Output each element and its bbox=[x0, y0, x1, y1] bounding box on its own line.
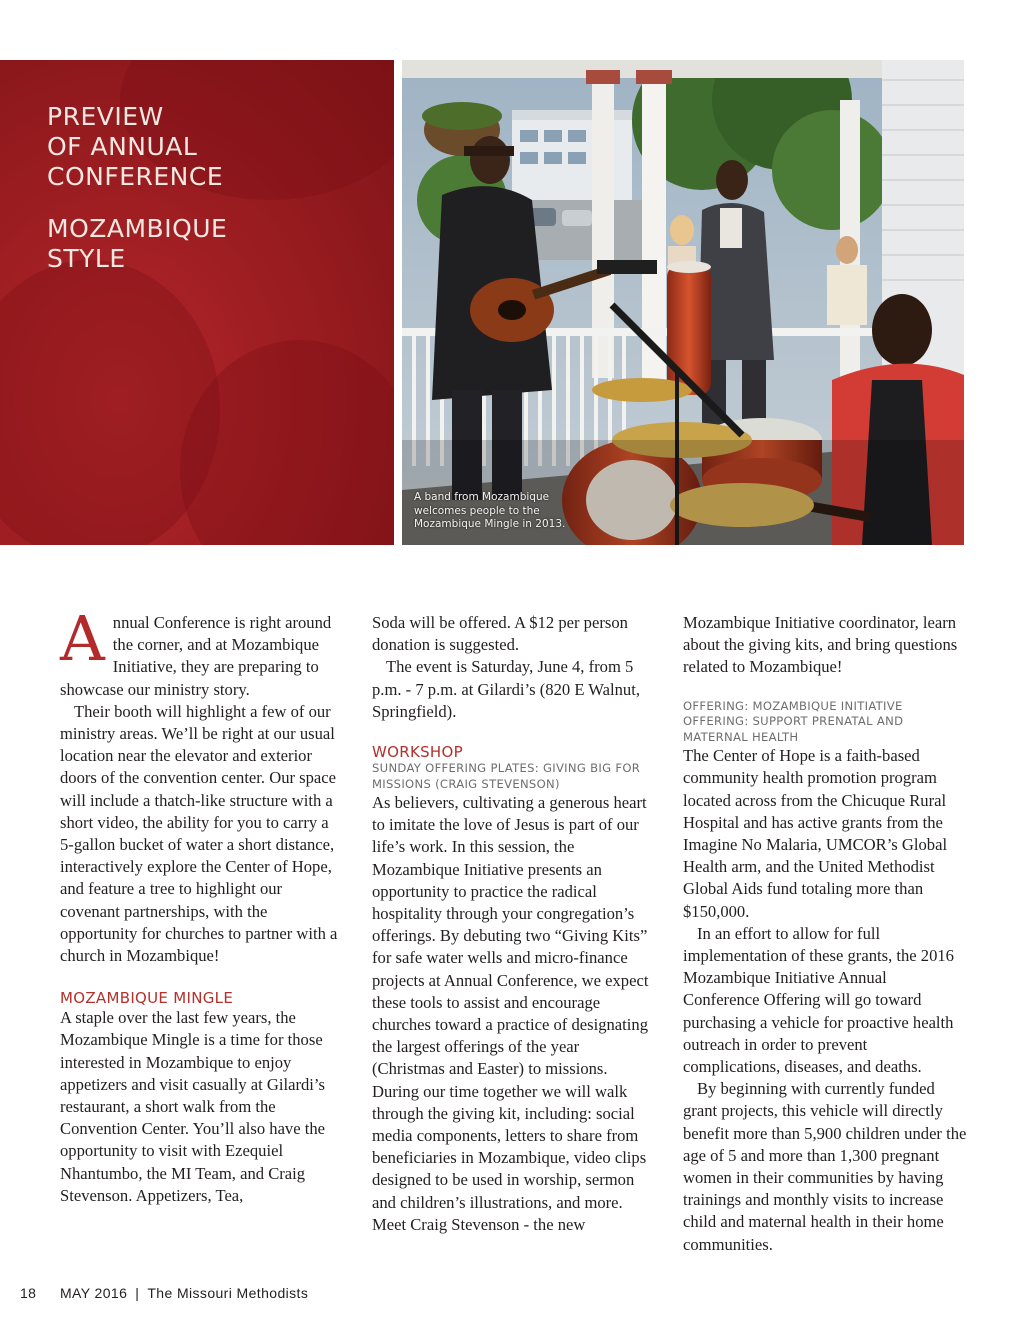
article-column-3 bbox=[683, 612, 967, 1256]
page-footer bbox=[20, 1285, 308, 1301]
photo-caption bbox=[414, 491, 574, 532]
intro-paragraph bbox=[60, 602, 344, 701]
body-paragraph: As believers, cultivating a generous heart to imitate the love of Jesus is part of our life’s work. In this session, the Mozambique Initiative presents an opportunity to practice the radical hospitality through your congregation’s offerings. By debuting two “Giving Kits” for safe water wells and micro-finance projects at Annual Conference, we expect these tools to assist and encourage churches toward a practice of designating the largest offerings of the year (Christmas and Easter) to missions. During our time together we will walk through the giving kit, including: social media components, letters to share from beneficiaries in Mozambique, video clips designed to be used in worship, sermon and children’s illustrations, and more. Meet Craig Stevenson - the new bbox=[372, 793, 649, 1234]
band-photo-illustration bbox=[402, 60, 964, 545]
page-number: 18 bbox=[20, 1285, 37, 1301]
section-heading: WORKSHOP bbox=[372, 743, 463, 762]
band-photo bbox=[402, 60, 964, 545]
body-paragraph: The Center of Hope is a faith-based community health promotion program located across from the Chicuque Rural Hospital and has active grants from the Imagine No Malaria, UMCOR’s Global Health arm, and the United Methodist Global Aids fund totaling more than $150,000. bbox=[683, 746, 948, 921]
article-column-2 bbox=[372, 612, 656, 1236]
section-subheading: SUNDAY OFFERING PLATES: GIVING BIG FOR MISSIONS (CRAIG STEVENSON) bbox=[372, 761, 641, 791]
caption-line: Mozambique Mingle in 2013. bbox=[414, 518, 566, 530]
body-paragraph: In an effort to allow for full implementation of these grants, the 2016 Mozambique Initiative Annual Conference Offering will go toward purchasing a vehicle for proactive health outreach in order to prevent complications, diseases, and deaths. bbox=[683, 923, 954, 1076]
section-subheading: OFFERING: MOZAMBIQUE INITIATIVE bbox=[683, 698, 903, 713]
footer-separator: | bbox=[135, 1285, 140, 1301]
body-paragraph: Their booth will highlight a few of our ministry areas. We’ll be right at our usual location near the elevator and exterior doors of the convention center. Our space will include a thatch-like structure with a short video, the ability for you to carry a 5-gallon bucket of water a short distance, interactively explore the Center of Hope, and feature a tree to highlight our covenant partnerships, with the opportunity for churches to partner with a church in Mozambique! bbox=[60, 701, 338, 966]
body-paragraph: The event is Saturday, June 4, from 5 p.m. - 7 p.m. at Gilardi’s (820 E Walnut, Springfield). bbox=[372, 657, 640, 721]
article-column-1 bbox=[60, 602, 344, 1207]
body-paragraph: By beginning with currently funded grant projects, this vehicle will directly benefit more than 5,900 children under the age of 5 and more than 1,300 pregnant women in their communities by having trainings and monthly visits to increase child and maternal health in their home communities. bbox=[683, 1079, 967, 1254]
section-subheading: OFFERING: SUPPORT PRENATAL AND MATERNAL HEALTH bbox=[683, 714, 904, 744]
intro-text: nnual Conference is right around the corner, and at Mozambique Initiative, they are preparing to showcase our ministry story. bbox=[60, 613, 332, 699]
title-line: PREVIEW bbox=[47, 102, 164, 131]
subtitle-line: MOZAMBIQUE bbox=[47, 214, 228, 243]
section-heading: MOZAMBIQUE MINGLE bbox=[60, 989, 234, 1008]
body-paragraph: Mozambique Initiative coordinator, learn about the giving kits, and bring questions related to Mozambique! bbox=[683, 613, 958, 677]
title-line: OF ANNUAL bbox=[47, 132, 198, 161]
publication-name: The Missouri Methodists bbox=[147, 1285, 309, 1301]
issue-date: MAY 2016 bbox=[60, 1285, 128, 1301]
title-line: CONFERENCE bbox=[47, 162, 224, 191]
hero-panel bbox=[0, 60, 394, 545]
subtitle-line: STYLE bbox=[47, 244, 126, 273]
body-paragraph: Soda will be offered. A $12 per person donation is suggested. bbox=[372, 613, 628, 655]
drop-cap: A bbox=[60, 602, 105, 675]
body-paragraph: A staple over the last few years, the Mozambique Mingle is a time for those interested in Mozambique to enjoy appetizers and visit casually at Gilardi’s restaurant, a short walk from the Convention Center. You’ll also have the opportunity to visit with Ezequiel Nhantumbo, the MI Team, and Craig Stevenson. Appetizers, Tea, bbox=[60, 1008, 326, 1205]
page-title bbox=[47, 102, 227, 274]
caption-line: A band from Mozambique bbox=[414, 491, 550, 503]
caption-line: welcomes people to the bbox=[414, 504, 540, 517]
